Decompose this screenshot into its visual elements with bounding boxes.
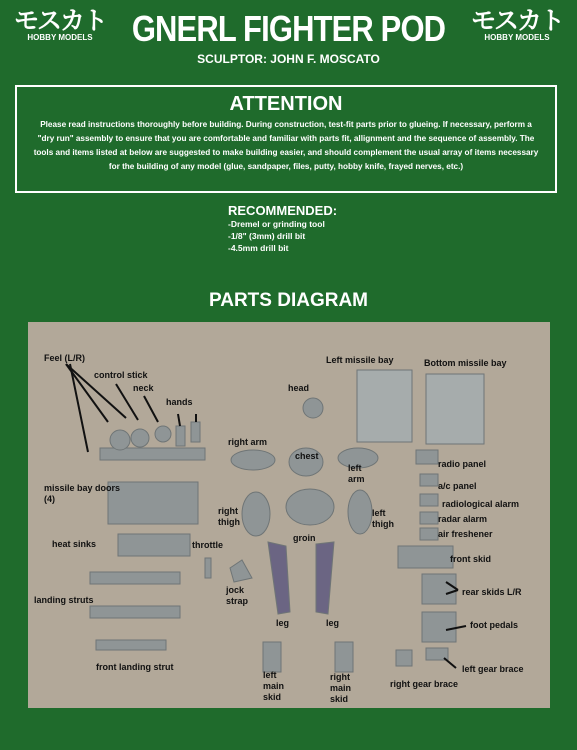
recommended-item: -1/8" (3mm) drill bit [228,231,306,241]
panel-part [416,450,438,464]
label-control-stick: control stick [94,370,148,380]
label-leg-right: leg [326,618,340,628]
label-right-arm: right arm [228,437,268,447]
attention-box [15,85,557,193]
label-groin: groin [293,533,316,543]
pointer-line [178,414,180,426]
label-chest: chest [295,451,319,461]
neck-part [155,426,171,442]
label-left-missile-bay: Left missile bay [326,355,394,365]
label-front-skid: front skid [450,554,492,564]
left-thigh-part [348,490,372,534]
leg-part [316,542,334,614]
recommended-tools [228,203,337,254]
rear-skids-part [422,574,456,604]
label-foot-pedals: foot pedals [470,620,519,630]
logo-subtitle: HOBBY MODELS [484,33,550,42]
right-main-skid-part [335,642,353,672]
panel-part [420,528,438,540]
feel-part [110,430,130,450]
label-neck: neck [133,383,154,393]
hand-part [191,422,200,442]
label-leg-left: leg [276,618,290,628]
front-skid-part [398,546,453,568]
right-arm-part [231,450,275,470]
right-gear-brace-part [396,650,412,666]
page-title: GNERL FIGHTER POD [131,8,446,49]
left-main-skid-part [263,642,281,672]
recommended-heading: RECOMMENDED: [228,203,338,218]
leg-part [268,542,290,614]
parts-photo [28,322,550,708]
label-left-arm: left arm [348,463,365,484]
parts-diagram-title: PARTS DIAGRAM [208,290,369,311]
recommended-item: -Dremel or grinding tool [228,219,325,229]
sprue-part [100,448,205,460]
groin-part [286,489,334,525]
label-feel: Feel (L/R) [44,353,86,363]
label-radar-alarm: radar alarm [438,514,488,524]
label-head: head [288,383,310,393]
label-right-main-skid: right main skid [330,672,352,704]
label-air-freshener: air freshener [438,529,493,539]
logo-japanese-text: モスカト [14,6,107,35]
pointer-line [444,658,456,668]
panel-part [420,494,438,506]
jock-strap-part [230,560,252,582]
attention-body: Please read instructions thoroughly before building. During construction, test-fit parts prior to glueing. If necessary, perform a "dry run" assembly to ensure that you are comfortable and familiar with parts fit, allignment and the sequence of assembly. The tools and items listed at below are suggested to make building easier, and should complement the usual array of items necessary for the building of any model (glue, sandpaper, files, putty, hobby knife, frayed nerves, etc.) [33,120,539,171]
label-right-gear-brace: right gear brace [390,679,459,689]
logo-subtitle: HOBBY MODELS [27,33,93,42]
label-throttle: throttle [192,540,223,550]
left-missile-bay-part [357,370,412,442]
foot-pedals-part [422,612,456,642]
recommended-item: -4.5mm drill bit [228,243,289,253]
head-part [303,398,323,418]
label-missile-bay-doors: missile bay doors (4) [44,483,121,504]
label-ac-panel: a/c panel [438,481,477,491]
sculptor-credit: SCULPTOR: JOHN F. MOSCATO [197,52,380,66]
panel-part [420,512,438,524]
label-heat-sinks: heat sinks [52,539,97,549]
label-jock-strap: jock strap [226,585,249,606]
label-landing-struts: landing struts [34,595,94,605]
bottom-missile-bay-part [426,374,484,444]
label-radio-panel: radio panel [438,459,487,469]
front-landing-strut-part [96,640,166,650]
heat-sinks-part [118,534,190,556]
label-left-main-skid: left main skid [263,670,285,702]
feel-part [131,429,149,447]
pointer-line [70,364,88,452]
landing-strut-part [90,606,180,618]
label-rear-skids: rear skids L/R [462,587,522,597]
right-thigh-part [242,492,270,536]
landing-strut-part [90,572,180,584]
label-left-gear-brace: left gear brace [462,664,524,674]
panel-part [420,474,438,486]
label-front-landing-strut: front landing strut [96,662,174,672]
label-bottom-missile-bay: Bottom missile bay [424,358,507,368]
logo-japanese-text: モスカト [470,6,563,35]
label-right-thigh: right thigh [218,506,240,527]
pointer-line [144,396,158,422]
label-radiological-alarm: radiological alarm [442,499,520,509]
label-hands: hands [166,397,193,407]
attention-heading: ATTENTION [229,93,343,115]
throttle-part [205,558,211,578]
hand-part [176,426,185,446]
label-left-thigh: left thigh [372,508,394,529]
